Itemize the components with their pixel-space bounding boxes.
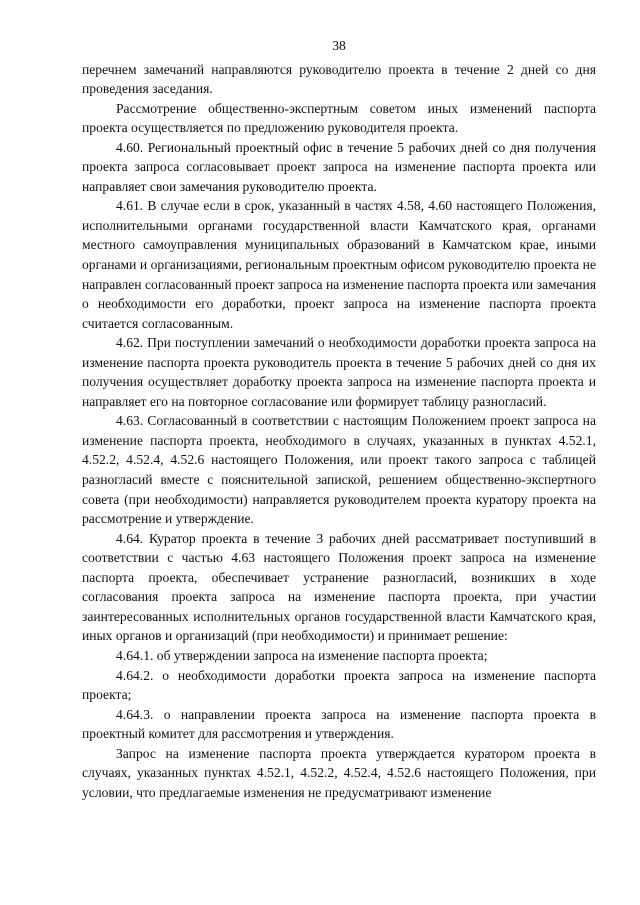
- paragraph: 4.64. Куратор проекта в течение 3 рабочих дней рассматривает поступивший в соответствии с частью 4.63 настоящего Положения проект запроса на изменение паспорта проекта, обеспечивает устранение разногласий, возникших в ходе согласования проекта запроса на изменение паспорта проекта, при участии заинтересованных исполнительных органов государственной власти Камчатского края, иных органов и организаций (при необходимости) и принимает решение:: [82, 530, 596, 644]
- paragraph: 4.64.3. о направлении проекта запроса на изменение паспорта проекта в проектный комитет для рассмотрения и утверждения.: [82, 706, 596, 742]
- paragraph: 4.64.1. об утверждении запроса на изменение паспорта проекта;: [116, 647, 488, 663]
- paragraph: 4.61. В случае если в срок, указанный в частях 4.58, 4.60 настоящего Положения, исполнительными органами государственной власти Камчатского края, органами местного самоуправления муниципальных образований в Камчатском крае, иными органами и организациями, региональным проектным офисом руководителю проекта не направлен согласованный проект запроса на изменение паспорта проекта или замечания о необходимости его доработки, проект запроса на изменение паспорта проекта считается согласованным.: [82, 198, 596, 331]
- paragraph: 4.62. При поступлении замечаний о необходимости доработки проекта запроса на изменение паспорта проекта руководитель проекта в течение 5 рабочих дней со дня их получения осуществляет доработку проекта запроса на изменение паспорта проекта и направляет его на повторное согласование или формирует таблицу разногласий.: [82, 335, 596, 409]
- paragraph: Рассмотрение общественно-экспертным советом иных изменений паспорта проекта осуществляется по предложению руководителя проекта.: [82, 100, 596, 136]
- paragraph: перечнем замечаний направляются руководителю проекта в течение 2 дней со дня проведения заседания.: [82, 61, 596, 97]
- page-number: 38: [332, 38, 346, 53]
- paragraph: Запрос на изменение паспорта проекта утверждается куратором проекта в случаях, указанных пунктах 4.52.1, 4.52.2, 4.52.4, 4.52.6 настоящего Положения, при условии, что предлагаемые изменения не предусматривают изменение: [82, 745, 596, 800]
- paragraph: 4.64.2. о необходимости доработки проекта запроса на изменение паспорта проекта;: [82, 667, 596, 703]
- paragraph: 4.63. Согласованный в соответствии с настоящим Положением проект запроса на изменение паспорта проекта, необходимого в случаях, указанных в пунктах 4.52.1, 4.52.2, 4.52.4, 4.52.6 настоящего Положения, или проект такого запроса с таблицей разногласий вместе с пояснительной запиской, решением общественно-экспертного совета (при необходимости) направляется руководителем проекта куратору проекта на рассмотрение и утверждение.: [82, 413, 596, 527]
- paragraph: 4.60. Региональный проектный офис в течение 5 рабочих дней со дня получения проекта запроса согласовывает проект запроса на изменение паспорта проекта или направляет свои замечания руководителю проекта.: [82, 139, 596, 194]
- document-page: [82, 36, 596, 802]
